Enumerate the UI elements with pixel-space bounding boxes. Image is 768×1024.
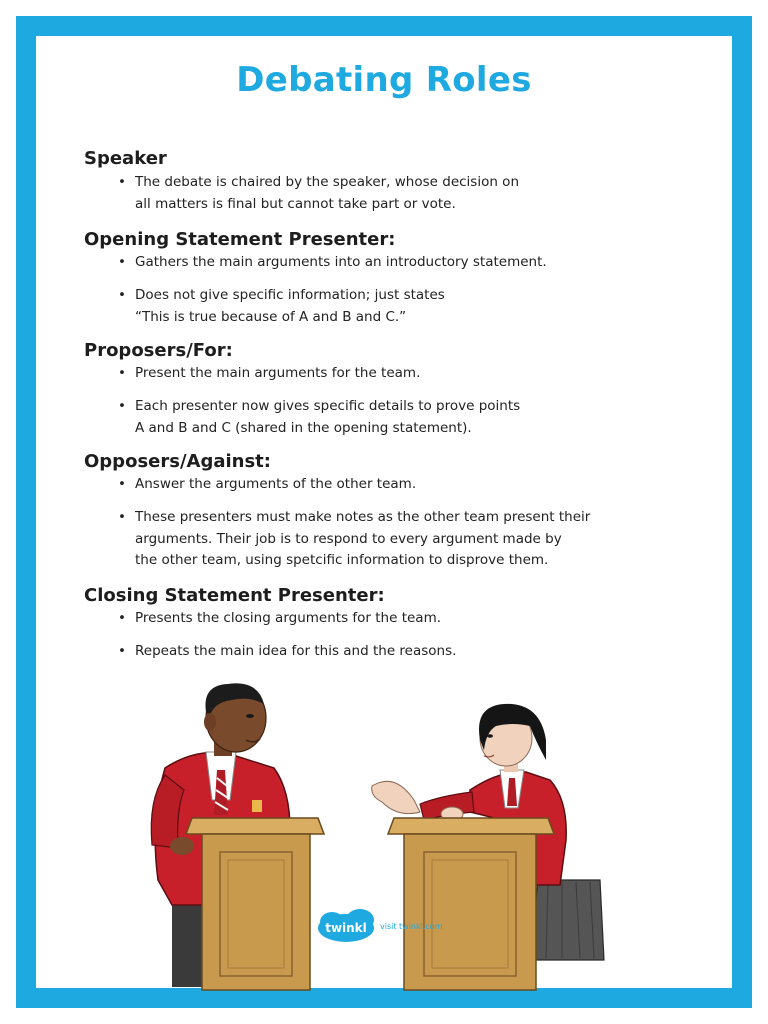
bullet-line: Does not give specific information; just states bbox=[135, 287, 445, 303]
bullet-line: These presenters must make notes as the other team present their bbox=[135, 509, 591, 525]
bullet-line: Presents the closing arguments for the team. bbox=[135, 610, 442, 626]
bullet-dot: • bbox=[118, 365, 126, 381]
bullet-dot: • bbox=[118, 287, 126, 303]
section-heading-closing: Closing Statement Presenter: bbox=[84, 585, 385, 606]
bullet-line: A and B and C (shared in the opening statement). bbox=[135, 419, 472, 436]
page-title: Debating Roles bbox=[236, 60, 532, 100]
right-podium bbox=[388, 818, 554, 990]
bullet-line: “This is true because of A and B and C.” bbox=[135, 308, 407, 325]
bullet-line: the other team, using spetcific information to disprove them. bbox=[135, 552, 549, 568]
section-heading-opening: Opening Statement Presenter: bbox=[84, 229, 396, 250]
bullet-line: arguments. Their job is to respond to every argument made by bbox=[135, 530, 562, 547]
bullet-dot: • bbox=[118, 254, 126, 270]
bullet-line: Gathers the main arguments into an introductory statement. bbox=[135, 254, 547, 270]
section-heading-proposers: Proposers/For: bbox=[84, 340, 233, 361]
bullet-dot: • bbox=[118, 398, 126, 414]
bullet-dot: • bbox=[118, 643, 126, 659]
section-heading-opposers: Opposers/Against: bbox=[84, 451, 271, 472]
bullet-line: Present the main arguments for the team. bbox=[135, 365, 421, 381]
bullet-dot: • bbox=[118, 174, 126, 190]
section-heading-speaker: Speaker bbox=[84, 148, 167, 169]
bullet-line: Each presenter now gives specific details to prove points bbox=[135, 398, 521, 414]
bullet-line: Answer the arguments of the other team. bbox=[135, 476, 417, 492]
bullet-dot: • bbox=[118, 476, 126, 492]
twinkl-logo bbox=[318, 909, 374, 942]
visit-link[interactable]: visit twinkl.com bbox=[380, 922, 443, 931]
left-podium bbox=[186, 818, 324, 990]
bullet-dot: • bbox=[118, 610, 126, 626]
logo-text: twinkl bbox=[325, 921, 367, 935]
bullet-dot: • bbox=[118, 509, 126, 525]
bullet-line: Repeats the main idea for this and the reasons. bbox=[135, 643, 457, 659]
bullet-line: all matters is final but cannot take part or vote. bbox=[135, 195, 456, 212]
bullet-line: The debate is chaired by the speaker, whose decision on bbox=[135, 174, 519, 190]
